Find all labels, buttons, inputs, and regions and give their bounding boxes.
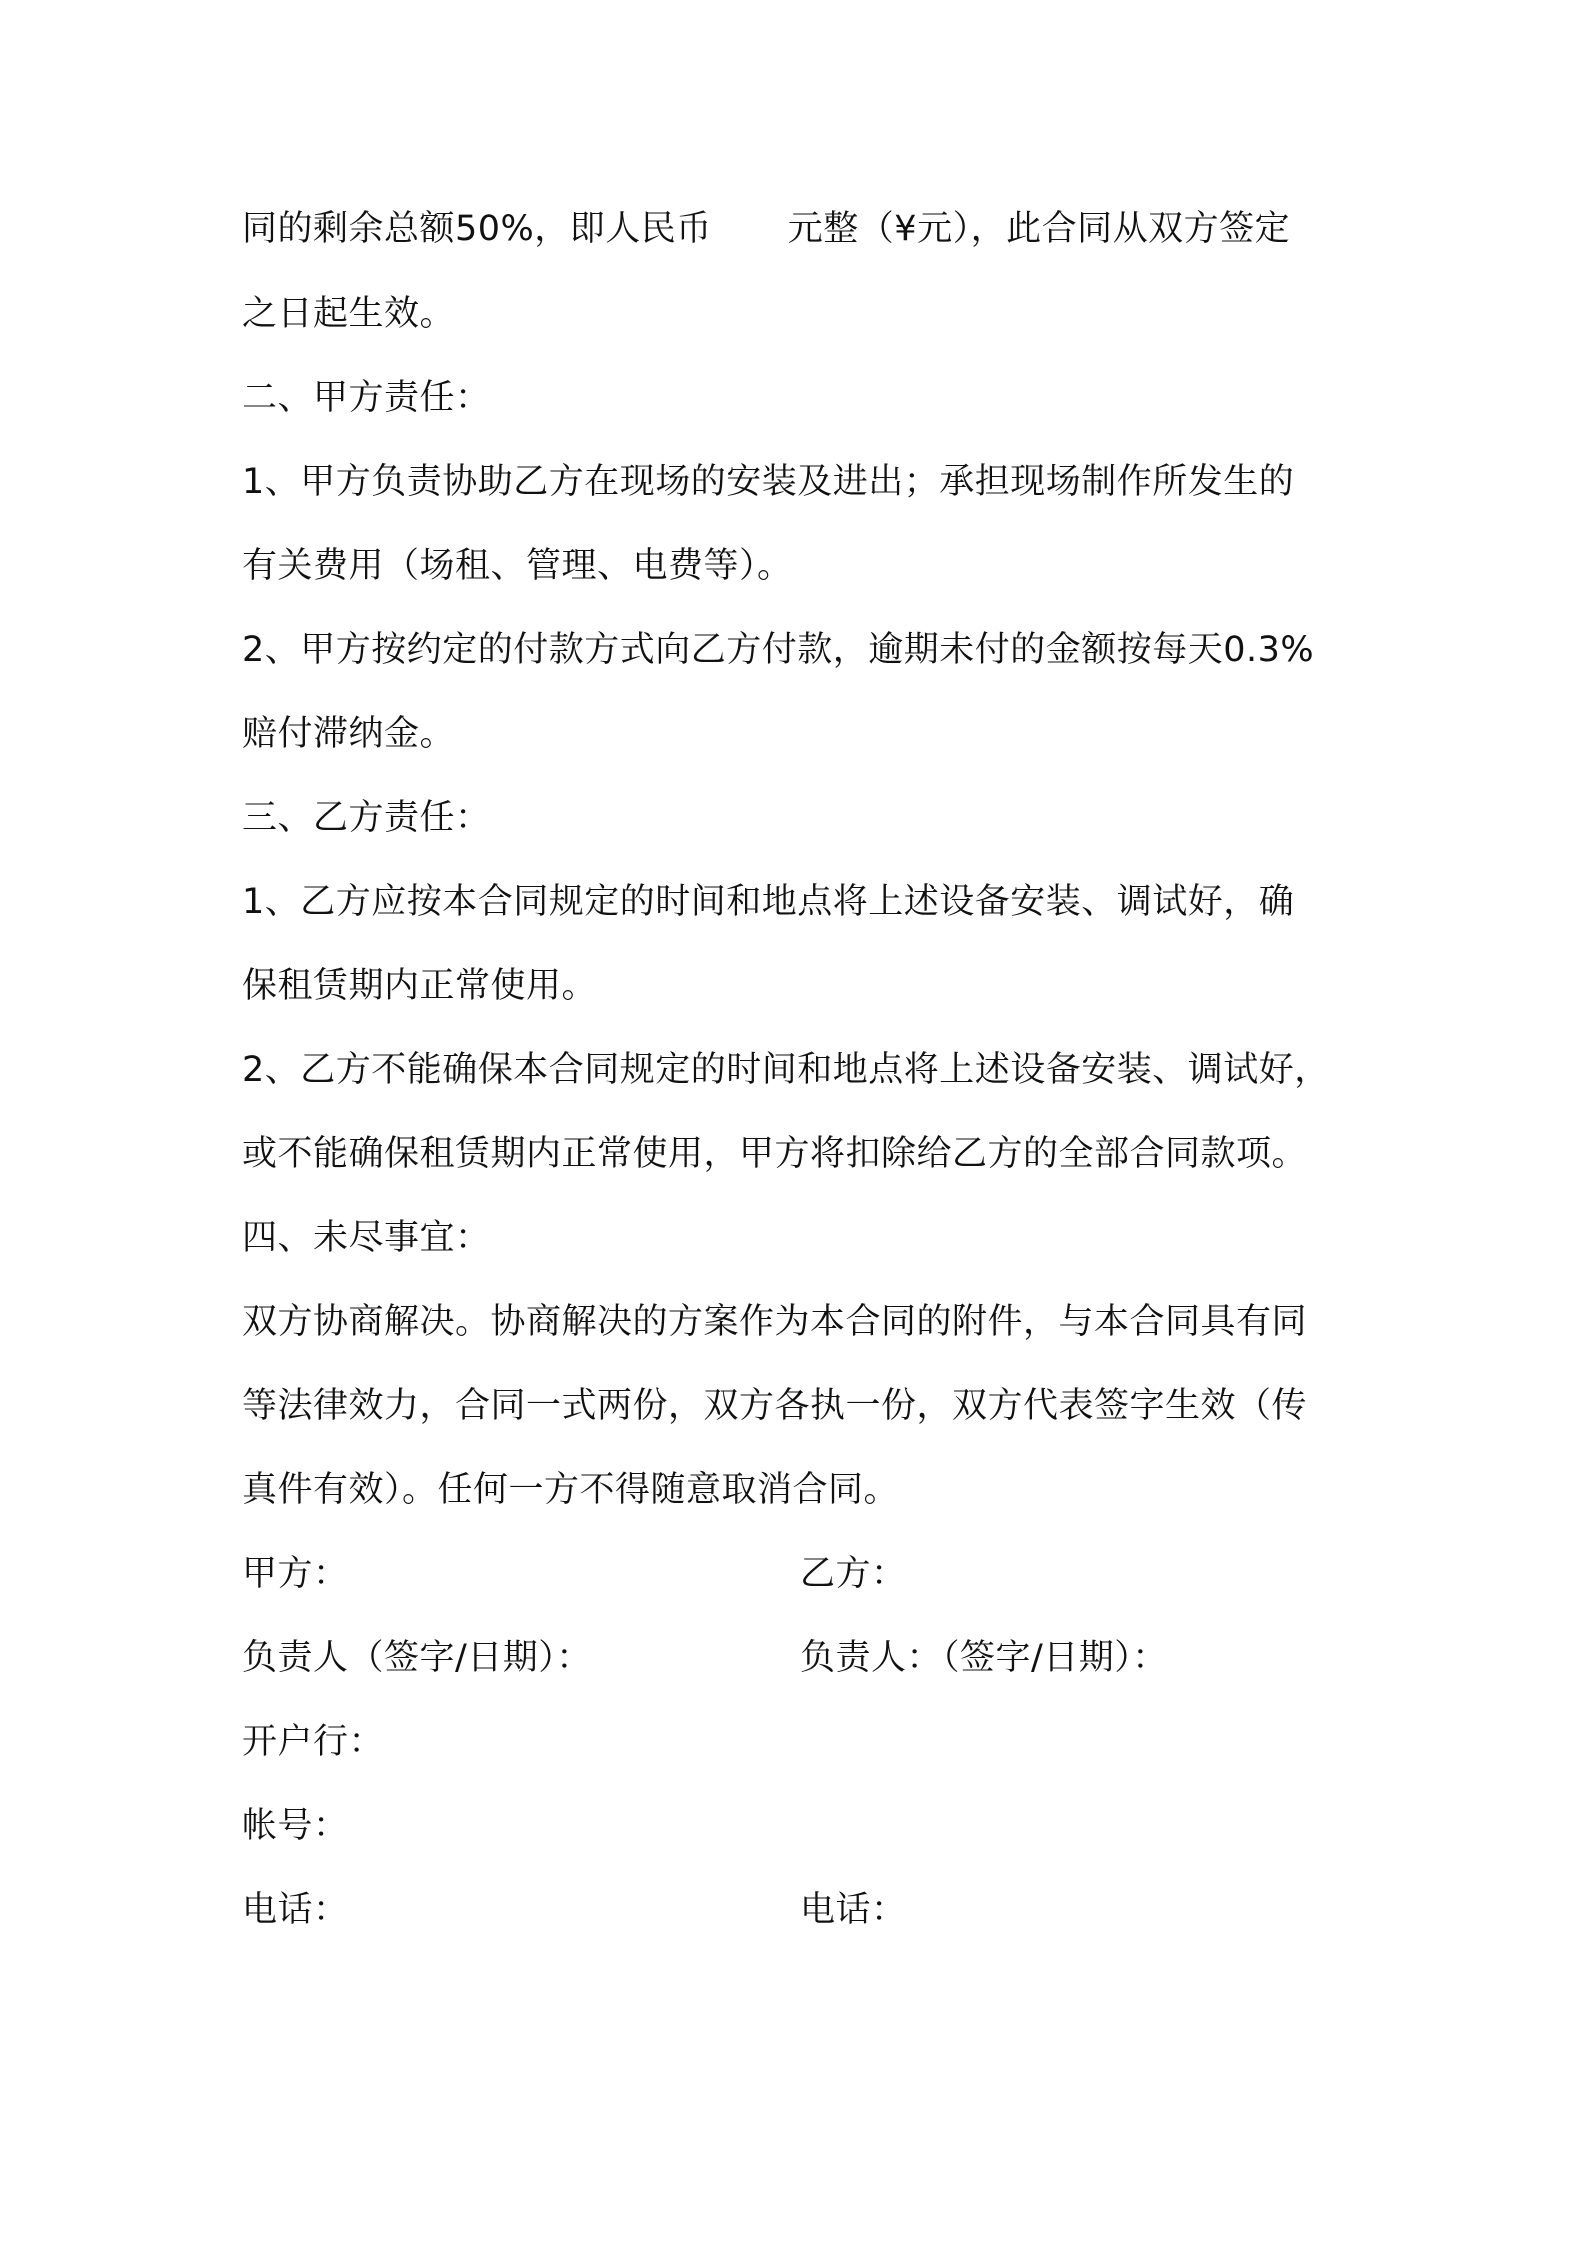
party-a-duty-1-line-1: 1、甲方负责协助乙方在现场的安装及进出；承担现场制作所发生的 (242, 462, 1295, 502)
payment-clause-text-b: 元整（¥元），此合同从双方签定 (787, 209, 1291, 249)
other-matters-line-2: 等法律效力，合同一式两份，双方各执一份，双方代表签字生效（传 (242, 1386, 1308, 1426)
party-b-label: 乙方： (800, 1554, 907, 1594)
payment-clause-line-1 (242, 205, 1290, 253)
party-b-duty-1-line-1: 1、乙方应按本合同规定的时间和地点将上述设备安装、调试好，确 (242, 882, 1295, 922)
account-label: 帐号： (242, 1806, 349, 1846)
party-a-duty-2-line-2: 赔付滞纳金。 (242, 714, 456, 754)
party-b-duty-2-line-2: 或不能确保租赁期内正常使用，甲方将扣除给乙方的全部合同款项。 (242, 1134, 1308, 1174)
other-matters-line-3: 真件有效）。任何一方不得随意取消合同。 (242, 1470, 900, 1510)
party-b-signer-label: 负责人：（签字/日期）： (800, 1638, 1168, 1678)
other-matters-line-1: 双方协商解决。协商解决的方案作为本合同的附件，与本合同具有同 (242, 1302, 1308, 1342)
section-heading-party-b-duties: 三、乙方责任： (242, 798, 491, 838)
section-heading-party-a-duties: 二、甲方责任： (242, 378, 491, 418)
party-a-label: 甲方： (242, 1554, 349, 1594)
party-a-signer-label: 负责人（签字/日期）： (242, 1638, 592, 1678)
party-b-duty-1-line-2: 保租赁期内正常使用。 (242, 966, 598, 1006)
bank-label: 开户行： (242, 1722, 385, 1762)
payment-clause-text-a: 同的剩余总额50%，即人民币 (242, 209, 712, 249)
party-a-duty-2-line-1: 2、甲方按约定的付款方式向乙方付款，逾期未付的金额按每天0.3% (242, 630, 1315, 670)
party-a-duty-1-line-2: 有关费用（场租、管理、电费等）。 (242, 546, 793, 586)
party-a-phone-label: 电话： (242, 1890, 349, 1930)
party-b-phone-label: 电话： (800, 1890, 907, 1930)
party-b-duty-2-line-1: 2、乙方不能确保本合同规定的时间和地点将上述设备安装、调试好， (242, 1050, 1330, 1090)
section-heading-other-matters: 四、未尽事宜： (242, 1218, 491, 1258)
payment-clause-line-2: 之日起生效。 (242, 294, 456, 334)
